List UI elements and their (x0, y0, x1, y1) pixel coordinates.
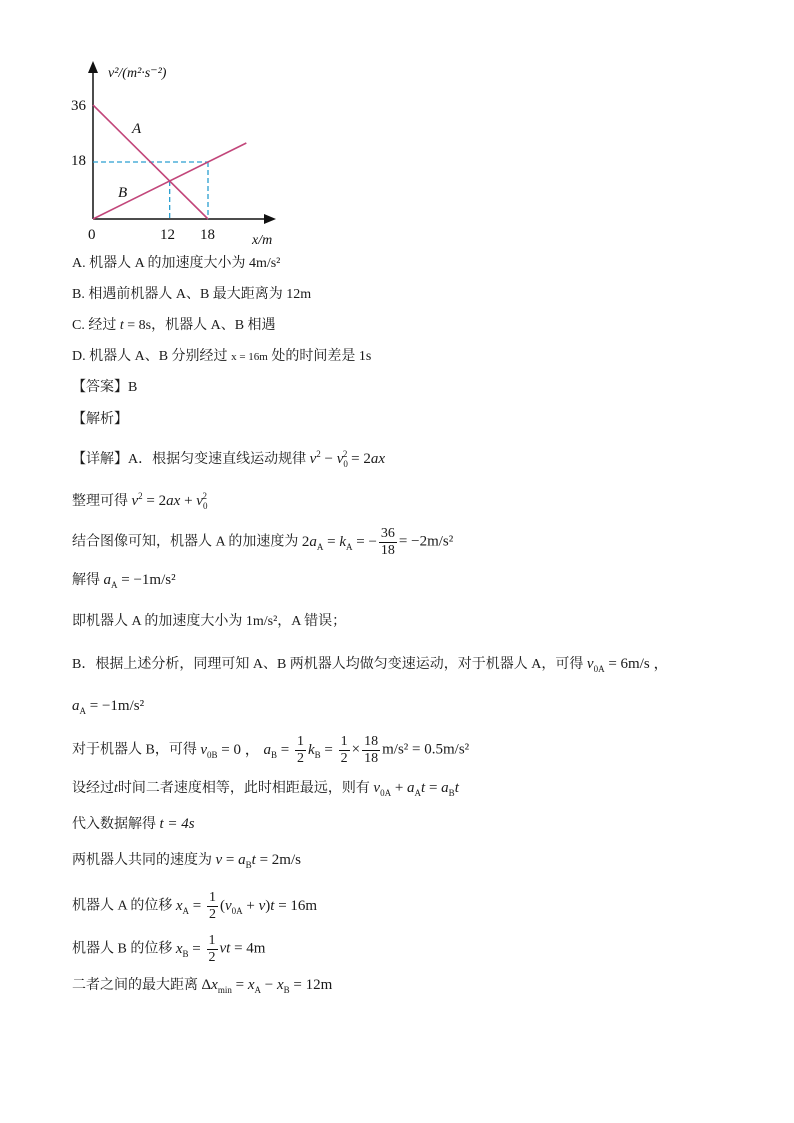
detail-line-3-tail: = −2m/s² (398, 533, 454, 550)
detail-line-7-eq: = −1m/s² (89, 698, 145, 714)
v2-x-graph (60, 55, 300, 255)
detail-line-11: 两机器人共同的速度为 $v = a_Bt = 2m/s$ (72, 852, 301, 870)
detail-line-11-eq: = 2m/s (259, 852, 301, 868)
detail-line-8-half-num: 1 (296, 734, 304, 749)
detail-line-10 (72, 814, 195, 835)
detail-line-3-text: 结合图像可知，机器人 A 的加速度为 (72, 534, 299, 550)
detail-line-12: 机器人 A 的位移 $x_A$ = $\frac{1}{2}$ $(v_{0A} + v)t = 16m$ (72, 890, 318, 922)
option-c-post: ，机器人 A、B 相遇 (151, 318, 276, 333)
x-tick-12: 12 (160, 227, 175, 243)
detail-line-8-half2-den: 2 (340, 751, 348, 766)
detail-line-12-text: 机器人 A 的位移 (72, 898, 173, 914)
option-c (72, 316, 276, 336)
detail-line-11-text: 两机器人共同的速度为 (72, 853, 212, 868)
option-c-pre: C. 经过 (72, 318, 120, 333)
detail-line-8-den: 18 (364, 751, 379, 766)
y-tick-36: 36 (71, 98, 86, 114)
detail-line-13-text: 机器人 B 的位移 (72, 941, 173, 957)
detail-line-2-text: 整理可得 (72, 494, 128, 509)
detail-line-8-half-den: 2 (296, 751, 304, 766)
detail-line-3-num: 36 (380, 526, 395, 541)
detail-line-8-half2-num: 1 (340, 734, 348, 749)
option-a: A. 机器人 A 的加速度大小为 4m/s² (72, 256, 281, 271)
y-axis-arrow (88, 61, 98, 73)
option-d (72, 347, 371, 367)
detail-line-9-pre: 设经过 (72, 781, 114, 796)
detail-line-1: 【详解】A．根据匀变速直线运动规律 $v^2 - v_0^2 = 2ax$ (72, 449, 386, 469)
option-d-post: 处的时间差是 1s (267, 349, 372, 364)
detail-line-6-eq: = 6m/s ， (608, 656, 669, 672)
series-a-label: A (132, 121, 142, 137)
detail-line-1-text: 【详解】A．根据匀变速直线运动规律 (72, 452, 307, 467)
detail-line-8-tail: m/s² = 0.5m/s² (382, 741, 470, 758)
analysis-heading: 【解析】 (72, 412, 128, 427)
y-tick-18: 18 (71, 153, 86, 169)
x-axis-label: x/m (252, 233, 273, 248)
detail-line-4: 解得 $a_A = -1m/s^2$ (72, 572, 176, 590)
option-d-pre: D. 机器人 A、B 分别经过 (72, 349, 232, 364)
series-b-label: B (118, 185, 128, 201)
detail-line-6-text: B．根据上述分析，同理可知 A、B 两机器人均做匀变速运动，对于机器人 A，可得 (72, 657, 584, 672)
detail-line-14-eq: = 12m (293, 977, 333, 993)
option-d-x: x = 16m (231, 351, 268, 363)
x-tick-18: 18 (200, 227, 215, 243)
option-b: B. 相遇前机器人 A、B 最大距离为 12m (72, 287, 312, 302)
detail-line-8-text: 对于机器人 B，可得 (72, 742, 197, 758)
answer-line: 【答案】B (72, 380, 138, 395)
x-tick-0: 0 (88, 227, 96, 243)
option-c-t: t (119, 318, 124, 333)
x-axis-arrow (264, 214, 276, 224)
detail-line-14-text: 二者之间的最大距离 (72, 978, 198, 993)
detail-line-9: 设经过t时间二者速度相等，此时相距最远，则有 $v_{0A} + a_At = a_Bt$ (72, 780, 459, 798)
detail-line-12-eq: = 16m (278, 897, 318, 914)
detail-line-13-eq: = 4m (234, 940, 266, 957)
detail-line-8: 对于机器人 B，可得 $v_{0B} = 0$ ， $a_B$ = $\frac{1}{2}$ $k_B$ = $\frac{1}{2}$ × $\frac{18}{18}$ m/s² = 0.5m/s² (72, 734, 470, 766)
detail-line-14: 二者之间的最大距离 $\Delta x_{min} = x_A - x_B = 12m$ (72, 977, 333, 995)
detail-line-6: B．根据上述分析，同理可知 A、B 两机器人均做匀变速运动，对于机器人 A，可得 $v_{0A} = 6m/s$ ， (72, 656, 669, 674)
y-axis-label: v²/(m²·s⁻²) (108, 66, 167, 81)
option-c-eq: = 8s (123, 318, 152, 333)
detail-line-10-text: 代入数据解得 (72, 817, 156, 832)
detail-line-3-den: 18 (380, 543, 395, 558)
detail-line-2: 整理可得 $v^2 = 2ax + v_0^2$ (72, 491, 208, 511)
detail-line-7: $a_A = -1m/s^2$ (72, 698, 145, 716)
detail-line-8-eq1: = 0 ， (221, 741, 260, 758)
detail-line-10-eq: t = 4s (159, 816, 195, 832)
detail-line-4-eq: = −1m/s² (121, 572, 176, 588)
detail-line-5: 即机器人 A 的加速度大小为 1m/s²，A 错误； (72, 614, 347, 629)
detail-line-13: 机器人 B 的位移 $x_B$ = $\frac{1}{2}$ vt = 4m (72, 933, 266, 965)
detail-line-4-text: 解得 (72, 573, 100, 588)
detail-line-3: 结合图像可知，机器人 A 的加速度为 $2a_A = k_A$ = − $\frac{36}{18}$ = −2m/s² (72, 526, 454, 558)
detail-line-8-num: 18 (364, 734, 379, 749)
detail-line-9-mid: 时间二者速度相等，此时相距最远，则有 (117, 781, 370, 796)
